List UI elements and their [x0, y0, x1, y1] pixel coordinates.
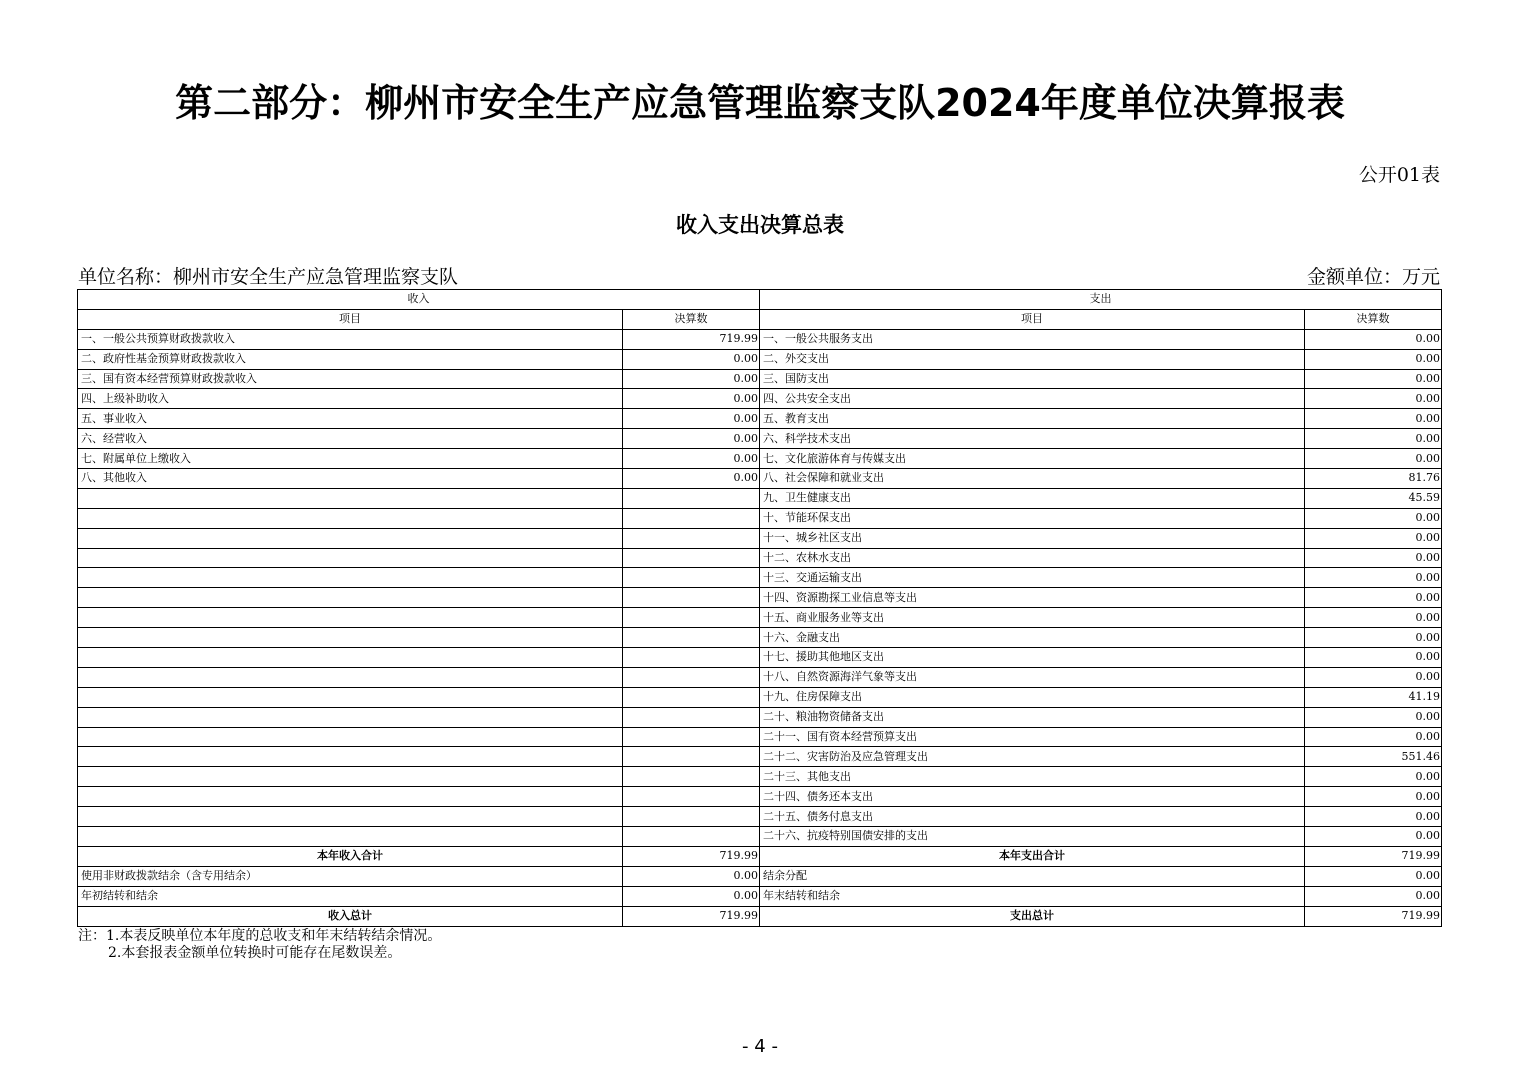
expense-item-cell: 二十二、灾害防治及应急管理支出 — [760, 747, 1305, 767]
table-row — [78, 827, 1442, 847]
expense-item-cell: 结余分配 — [760, 866, 1305, 886]
expense-item-cell: 二十一、国有资本经营预算支出 — [760, 727, 1305, 747]
table-row — [78, 687, 1442, 707]
expense-amount-cell: 45.59 — [1305, 488, 1442, 508]
expense-item-cell: 二、外交支出 — [760, 349, 1305, 369]
table-row — [78, 528, 1442, 548]
income-item-cell — [78, 687, 623, 707]
income-item-cell — [78, 508, 623, 528]
income-amount-cell: 0.00 — [623, 389, 760, 409]
expense-item-cell: 十六、金融支出 — [760, 628, 1305, 648]
table-row — [78, 727, 1442, 747]
table-row — [78, 807, 1442, 827]
income-item-cell — [78, 628, 623, 648]
expense-amount-cell: 551.46 — [1305, 747, 1442, 767]
table-row — [78, 488, 1442, 508]
expense-amount-cell: 719.99 — [1305, 906, 1442, 926]
year-total-row — [78, 846, 1442, 866]
page-title: 第二部分：柳州市安全生产应急管理监察支队2024年度单位决算报表 — [175, 81, 1345, 125]
income-item-cell — [78, 588, 623, 608]
income-item-cell: 本年收入合计 — [78, 846, 623, 866]
expense-item-cell: 本年支出合计 — [760, 846, 1305, 866]
income-amount-cell: 0.00 — [623, 409, 760, 429]
income-item-cell: 二、政府性基金预算财政拨款收入 — [78, 349, 623, 369]
expense-item-cell: 十九、住房保障支出 — [760, 687, 1305, 707]
amount-unit: 金额单位：万元 — [1306, 266, 1440, 288]
income-item-cell: 使用非财政拨款结余（含专用结余） — [78, 866, 623, 886]
income-amount-cell: 0.00 — [623, 469, 760, 489]
expense-item-cell: 四、公共安全支出 — [760, 389, 1305, 409]
note-2: 2.本套报表金额单位转换时可能存在尾数误差。 — [108, 945, 402, 961]
expense-amount-cell: 0.00 — [1305, 449, 1442, 469]
table-row — [78, 389, 1442, 409]
expense-item-cell: 年末结转和结余 — [760, 886, 1305, 906]
income-amount-cell — [623, 548, 760, 568]
expense-item-cell: 八、社会保障和就业支出 — [760, 469, 1305, 489]
income-header: 收入 — [78, 290, 760, 310]
income-amount-cell — [623, 608, 760, 628]
expense-item-cell: 三、国防支出 — [760, 369, 1305, 389]
table-row — [78, 707, 1442, 727]
expense-amount-cell: 0.00 — [1305, 349, 1442, 369]
income-amount-cell — [623, 508, 760, 528]
table-row — [78, 767, 1442, 787]
income-item-cell — [78, 528, 623, 548]
income-item-cell — [78, 787, 623, 807]
income-item-cell — [78, 488, 623, 508]
table-row — [78, 648, 1442, 668]
expense-amount-cell: 0.00 — [1305, 608, 1442, 628]
expense-amount-cell: 0.00 — [1305, 389, 1442, 409]
expense-amount-cell: 0.00 — [1305, 528, 1442, 548]
income-item-cell — [78, 727, 623, 747]
income-item-cell: 七、附属单位上缴收入 — [78, 449, 623, 469]
table-row — [78, 369, 1442, 389]
expense-item-cell: 二十三、其他支出 — [760, 767, 1305, 787]
page-number: - 4 - — [742, 1036, 778, 1057]
expense-item-cell: 十四、资源勘探工业信息等支出 — [760, 588, 1305, 608]
expense-item-cell: 六、科学技术支出 — [760, 429, 1305, 449]
income-item-cell: 五、事业收入 — [78, 409, 623, 429]
notes — [78, 928, 441, 962]
income-amount-cell: 0.00 — [623, 449, 760, 469]
expense-item-cell: 十一、城乡社区支出 — [760, 528, 1305, 548]
expense-item-cell: 十五、商业服务业等支出 — [760, 608, 1305, 628]
income-item-cell: 收入总计 — [78, 906, 623, 926]
table-title: 收入支出决算总表 — [676, 212, 844, 237]
table-row — [78, 508, 1442, 528]
income-amount-cell: 0.00 — [623, 349, 760, 369]
income-item-cell: 一、一般公共预算财政拨款收入 — [78, 329, 623, 349]
table-row — [78, 429, 1442, 449]
expense-amount-cell: 0.00 — [1305, 409, 1442, 429]
income-amount-cell — [623, 528, 760, 548]
expense-item-cell: 七、文化旅游体育与传媒支出 — [760, 449, 1305, 469]
expense-amount-cell: 0.00 — [1305, 588, 1442, 608]
income-item-cell — [78, 707, 623, 727]
grand-total-row — [78, 906, 1442, 926]
table-row — [78, 787, 1442, 807]
expense-item-cell: 十七、援助其他地区支出 — [760, 648, 1305, 668]
expense-amount-cell: 0.00 — [1305, 866, 1442, 886]
table-header-section — [78, 290, 1442, 310]
expense-amount-cell: 0.00 — [1305, 429, 1442, 449]
expense-item-cell: 支出总计 — [760, 906, 1305, 926]
income-amount-cell: 719.99 — [623, 329, 760, 349]
income-item-cell: 四、上级补助收入 — [78, 389, 623, 409]
table-row — [78, 469, 1442, 489]
expense-amount-cell: 0.00 — [1305, 807, 1442, 827]
table-row — [78, 628, 1442, 648]
expense-amount-cell: 0.00 — [1305, 568, 1442, 588]
income-amount-cell: 0.00 — [623, 429, 760, 449]
income-amount-cell — [623, 588, 760, 608]
expense-item-cell: 二十四、债务还本支出 — [760, 787, 1305, 807]
income-amount-cell — [623, 807, 760, 827]
income-item-header: 项目 — [78, 309, 623, 329]
table-row — [78, 747, 1442, 767]
income-amount-cell: 719.99 — [623, 846, 760, 866]
note-1: 注：1.本表反映单位本年度的总收支和年末结转结余情况。 — [78, 928, 442, 944]
table-row — [78, 349, 1442, 369]
income-amount-cell: 0.00 — [623, 886, 760, 906]
expense-amount-cell: 0.00 — [1305, 508, 1442, 528]
income-amount-cell — [623, 488, 760, 508]
expense-header: 支出 — [760, 290, 1442, 310]
income-item-cell — [78, 548, 623, 568]
table-row — [78, 886, 1442, 906]
table-row — [78, 568, 1442, 588]
expense-amount-cell: 0.00 — [1305, 548, 1442, 568]
income-item-cell — [78, 648, 623, 668]
income-item-cell: 年初结转和结余 — [78, 886, 623, 906]
expense-amount-cell: 0.00 — [1305, 787, 1442, 807]
expense-item-cell: 一、一般公共服务支出 — [760, 329, 1305, 349]
expense-item-cell: 十、节能环保支出 — [760, 508, 1305, 528]
income-amount-cell — [623, 747, 760, 767]
income-item-cell — [78, 807, 623, 827]
income-item-cell: 六、经营收入 — [78, 429, 623, 449]
expense-item-cell: 二十五、债务付息支出 — [760, 807, 1305, 827]
income-item-cell — [78, 767, 623, 787]
expense-amount-cell: 0.00 — [1305, 707, 1442, 727]
table-row — [78, 449, 1442, 469]
income-amount-cell — [623, 727, 760, 747]
expense-amount-cell: 0.00 — [1305, 667, 1442, 687]
table-row — [78, 548, 1442, 568]
income-amount-cell: 0.00 — [623, 369, 760, 389]
income-item-cell — [78, 608, 623, 628]
income-amount-cell — [623, 707, 760, 727]
expense-amount-cell: 0.00 — [1305, 827, 1442, 847]
expense-amount-cell: 41.19 — [1305, 687, 1442, 707]
expense-amount-cell: 0.00 — [1305, 628, 1442, 648]
expense-amount-header: 决算数 — [1305, 309, 1442, 329]
income-amount-cell: 0.00 — [623, 866, 760, 886]
income-amount-cell — [623, 568, 760, 588]
income-amount-cell — [623, 628, 760, 648]
expense-item-header: 项目 — [760, 309, 1305, 329]
table-row — [78, 667, 1442, 687]
expense-amount-cell: 0.00 — [1305, 648, 1442, 668]
income-amount-cell — [623, 687, 760, 707]
expense-amount-cell: 0.00 — [1305, 727, 1442, 747]
income-amount-cell: 719.99 — [623, 906, 760, 926]
expense-item-cell: 十二、农林水支出 — [760, 548, 1305, 568]
expense-item-cell: 十三、交通运输支出 — [760, 568, 1305, 588]
unit-name: 单位名称：柳州市安全生产应急管理监察支队 — [78, 266, 459, 288]
income-item-cell — [78, 568, 623, 588]
income-amount-cell — [623, 827, 760, 847]
expense-item-cell: 九、卫生健康支出 — [760, 488, 1305, 508]
income-item-cell: 三、国有资本经营预算财政拨款收入 — [78, 369, 623, 389]
income-amount-cell — [623, 648, 760, 668]
table-row — [78, 409, 1442, 429]
expense-item-cell: 二十、粮油物资储备支出 — [760, 707, 1305, 727]
expense-amount-cell: 0.00 — [1305, 369, 1442, 389]
table-header-columns — [78, 309, 1442, 329]
expense-amount-cell: 0.00 — [1305, 767, 1442, 787]
income-amount-header: 决算数 — [623, 309, 760, 329]
income-expense-table — [77, 289, 1442, 927]
income-amount-cell — [623, 787, 760, 807]
table-row — [78, 866, 1442, 886]
expense-amount-cell: 81.76 — [1305, 469, 1442, 489]
expense-item-cell: 二十六、抗疫特别国债安排的支出 — [760, 827, 1305, 847]
income-item-cell — [78, 827, 623, 847]
table-number: 公开01表 — [1358, 164, 1440, 186]
expense-amount-cell: 0.00 — [1305, 886, 1442, 906]
unit-info-row — [78, 262, 1440, 289]
income-amount-cell — [623, 767, 760, 787]
income-item-cell: 八、其他收入 — [78, 469, 623, 489]
table-row — [78, 588, 1442, 608]
expense-amount-cell: 0.00 — [1305, 329, 1442, 349]
income-amount-cell — [623, 667, 760, 687]
expense-amount-cell: 719.99 — [1305, 846, 1442, 866]
income-item-cell — [78, 747, 623, 767]
expense-item-cell: 五、教育支出 — [760, 409, 1305, 429]
expense-item-cell: 十八、自然资源海洋气象等支出 — [760, 667, 1305, 687]
income-item-cell — [78, 667, 623, 687]
table-row — [78, 329, 1442, 349]
table-row — [78, 608, 1442, 628]
